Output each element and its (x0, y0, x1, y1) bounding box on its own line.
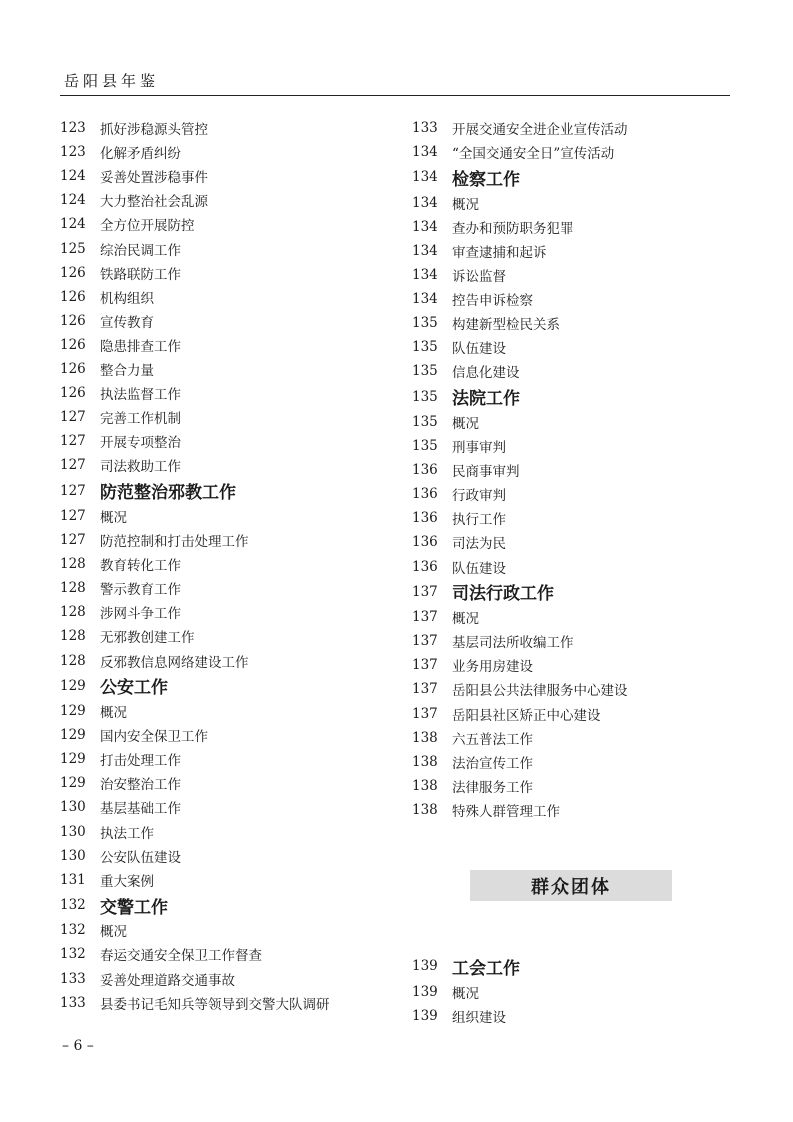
toc-page-number: 134 (412, 218, 438, 235)
toc-page-number: 123 (60, 120, 86, 137)
toc-page-number: 130 (60, 799, 86, 816)
toc-entry (60, 212, 380, 236)
toc-entry (60, 967, 380, 991)
toc-entry-title: 重大案例 (100, 873, 154, 890)
toc-entry (60, 699, 380, 723)
toc-page-number: 129 (60, 751, 86, 768)
toc-entry (60, 261, 380, 285)
toc-entry (412, 434, 732, 458)
toc-entry-title: 司法为民 (452, 536, 506, 553)
toc-entry-title: 法治宣传工作 (452, 755, 533, 772)
toc-entry (412, 410, 732, 434)
toc-entry (60, 453, 380, 477)
toc-page-number: 124 (60, 216, 86, 233)
toc-page-number: 135 (412, 315, 438, 332)
toc-entry-title: 组织建设 (452, 1009, 506, 1026)
toc-page-number: 124 (60, 168, 86, 185)
toc-page-number: 134 (412, 144, 438, 161)
toc-entry-title: 执行工作 (452, 512, 506, 529)
toc-entry-title: 概况 (452, 611, 479, 628)
toc-page-number: 134 (412, 194, 438, 211)
toc-entry-title: 国内安全保卫工作 (100, 729, 208, 746)
toc-entry-title: 综治民调工作 (100, 242, 181, 259)
toc-section-title: 司法行政工作 (452, 584, 554, 605)
toc-entry-title: 基层司法所收编工作 (452, 635, 574, 652)
toc-page-number: 135 (412, 339, 438, 356)
toc-page-number: 133 (60, 994, 86, 1011)
toc-page-number: 126 (60, 385, 86, 402)
toc-entry (60, 576, 380, 600)
toc-entry (412, 701, 732, 725)
toc-entry (412, 116, 732, 140)
toc-entry-title: 抓好涉稳源头管控 (100, 122, 208, 139)
toc-entry-title: 构建新型检民关系 (452, 317, 560, 334)
toc-entry (412, 140, 732, 164)
toc-page-number: 139 (412, 1007, 438, 1024)
toc-entry-title: 机构组织 (100, 290, 154, 307)
toc-entry-title: 妥善处理道路交通事故 (100, 972, 235, 989)
toc-entry-title: 岳阳县社区矫正中心建设 (452, 707, 601, 724)
toc-page-number: 135 (412, 363, 438, 380)
toc-page-number: 133 (60, 970, 86, 987)
toc-entry-title: 队伍建设 (452, 560, 506, 577)
toc-page-number: 137 (412, 705, 438, 722)
toc-page-number: 130 (60, 823, 86, 840)
toc-page-number: 136 (412, 486, 438, 503)
toc-entry (60, 381, 380, 405)
toc-entry (412, 980, 732, 1004)
toc-entry-title: 无邪教创建工作 (100, 630, 195, 647)
header-rule (60, 95, 730, 96)
toc-entry-title: 开展交通安全进企业宣传活动 (452, 122, 628, 139)
toc-entry (60, 723, 380, 747)
toc-page-number: 128 (60, 556, 86, 573)
toc-entry-title: 铁路联防工作 (100, 266, 181, 283)
toc-page-number: 129 (60, 727, 86, 744)
toc-page-number: 128 (60, 628, 86, 645)
toc-entry-title: 妥善处置涉稳事件 (100, 170, 208, 187)
toc-entry (60, 528, 380, 552)
toc-entry-title: 诉讼监督 (452, 269, 506, 286)
toc-entry (412, 263, 732, 287)
toc-page-number: 127 (60, 457, 86, 474)
toc-entry-title: 概况 (100, 705, 127, 722)
toc-entry-title: 审查逮捕和起诉 (452, 244, 547, 261)
toc-entry-title: 民商事审判 (452, 464, 520, 481)
toc-section-heading (60, 892, 380, 919)
toc-page-number: 129 (60, 775, 86, 792)
toc-column-right (412, 116, 732, 822)
toc-page-number: 139 (412, 983, 438, 1000)
toc-page-number: 137 (412, 657, 438, 674)
toc-page-number: 126 (60, 312, 86, 329)
toc-page-number: 125 (60, 240, 86, 257)
toc-entry (60, 188, 380, 212)
toc-entry-title: 信息化建设 (452, 365, 520, 382)
toc-page-number: 137 (412, 609, 438, 626)
toc-entry (412, 530, 732, 554)
toc-entry-title: 队伍建设 (452, 341, 506, 358)
toc-page-number: 138 (412, 801, 438, 818)
toc-entry-title: 防范控制和打击处理工作 (100, 534, 249, 551)
toc-section-heading (412, 579, 732, 606)
toc-entry (60, 357, 380, 381)
toc-entry (60, 600, 380, 624)
toc-section-heading (412, 953, 732, 980)
toc-entry (412, 629, 732, 653)
toc-column-left (60, 116, 380, 1015)
toc-entry-title: 概况 (452, 415, 479, 432)
toc-entry-title: 行政审判 (452, 488, 506, 505)
category-banner-title: 群众团体 (531, 876, 611, 898)
toc-page-number: 128 (60, 652, 86, 669)
toc-entry (412, 555, 732, 579)
toc-page-number: 134 (412, 291, 438, 308)
toc-entry-title: 治安整治工作 (100, 777, 181, 794)
toc-page-number: 136 (412, 510, 438, 527)
toc-page-number: 129 (60, 677, 86, 694)
toc-page-number: 133 (412, 120, 438, 137)
toc-entry (412, 653, 732, 677)
toc-entry-title: 开展专项整治 (100, 435, 181, 452)
toc-entry-title: 警示教育工作 (100, 582, 181, 599)
toc-entry (60, 285, 380, 309)
toc-page-number: 126 (60, 288, 86, 305)
toc-entry (412, 798, 732, 822)
toc-page-number: 132 (60, 922, 86, 939)
toc-page-number: 128 (60, 580, 86, 597)
toc-page-number: 136 (412, 534, 438, 551)
toc-entry (60, 771, 380, 795)
toc-entry-title: 概况 (100, 924, 127, 941)
toc-entry (60, 918, 380, 942)
toc-page-number: 124 (60, 192, 86, 209)
toc-page-number: 137 (412, 681, 438, 698)
toc-page-number: 139 (412, 958, 438, 975)
toc-entry (412, 605, 732, 629)
toc-entry-title: 化解矛盾纠纷 (100, 146, 181, 163)
toc-entry-title: 概况 (452, 985, 479, 1002)
toc-page-number: 134 (412, 267, 438, 284)
toc-entry (412, 506, 732, 530)
toc-entry-title: 法律服务工作 (452, 779, 533, 796)
toc-entry-title: 大力整治社会乱源 (100, 194, 208, 211)
toc-entry-title: “全国交通安全日”宣传活动 (452, 146, 615, 163)
toc-entry-title: 完善工作机制 (100, 411, 181, 428)
toc-section-title: 交警工作 (100, 897, 168, 918)
toc-entry-title: 宣传教育 (100, 314, 154, 331)
toc-entry (60, 116, 380, 140)
toc-entry-title: 反邪教信息网络建设工作 (100, 654, 249, 671)
toc-section-title: 法院工作 (452, 389, 520, 410)
toc-entry (60, 624, 380, 648)
toc-entry-title: 春运交通安全保卫工作督查 (100, 948, 262, 965)
toc-entry (412, 191, 732, 215)
toc-entry-title: 整合力量 (100, 362, 154, 379)
toc-page-number: 129 (60, 703, 86, 720)
toc-section-title: 检察工作 (452, 169, 520, 190)
toc-entry-title: 公安队伍建设 (100, 849, 181, 866)
toc-entry (60, 504, 380, 528)
toc-page-number: 136 (412, 462, 438, 479)
toc-entry-title: 概况 (100, 509, 127, 526)
toc-entry-title: 基层基础工作 (100, 801, 181, 818)
toc-entry-title: 隐患排查工作 (100, 338, 181, 355)
toc-entry (60, 164, 380, 188)
toc-entry (412, 458, 732, 482)
toc-entry (412, 1004, 732, 1028)
toc-page-number: 127 (60, 409, 86, 426)
toc-page-number: 126 (60, 360, 86, 377)
toc-entry-title: 概况 (452, 196, 479, 213)
toc-entry (60, 795, 380, 819)
toc-entry-title: 打击处理工作 (100, 753, 181, 770)
toc-section-heading (60, 673, 380, 700)
toc-page-number: 132 (60, 946, 86, 963)
toc-section-title: 工会工作 (452, 958, 520, 979)
toc-page-number: 127 (60, 507, 86, 524)
toc-page-number: 135 (412, 413, 438, 430)
toc-entry (412, 726, 732, 750)
toc-entry-title: 控告申诉检察 (452, 293, 533, 310)
toc-section-title: 防范整治邪教工作 (100, 483, 236, 504)
toc-entry (60, 552, 380, 576)
toc-page-number: 135 (412, 438, 438, 455)
toc-entry (60, 405, 380, 429)
toc-entry (60, 820, 380, 844)
toc-entry-title: 司法救助工作 (100, 459, 181, 476)
toc-entry (412, 215, 732, 239)
toc-page-number: 138 (412, 777, 438, 794)
toc-entry-title: 全方位开展防控 (100, 218, 195, 235)
toc-entry (412, 750, 732, 774)
running-header-title: 岳阳县年鉴 (64, 72, 160, 90)
toc-entry (60, 429, 380, 453)
toc-page-number: 127 (60, 532, 86, 549)
toc-page-number: 138 (412, 753, 438, 770)
toc-entry (60, 648, 380, 672)
toc-page-number: 134 (412, 169, 438, 186)
toc-page-number: 135 (412, 388, 438, 405)
toc-page-number: 138 (412, 729, 438, 746)
toc-entry (60, 747, 380, 771)
toc-entry (412, 774, 732, 798)
toc-entry-title: 执法监督工作 (100, 387, 181, 404)
toc-entry-title: 六五普法工作 (452, 731, 533, 748)
toc-entry-title: 涉网斗争工作 (100, 606, 181, 623)
toc-page-number: 137 (412, 633, 438, 650)
toc-page-number: 123 (60, 144, 86, 161)
toc-entry (412, 482, 732, 506)
toc-entry-title: 查办和预防职务犯罪 (452, 220, 574, 237)
toc-page-number: 126 (60, 336, 86, 353)
toc-entry (60, 236, 380, 260)
toc-entry-title: 岳阳县公共法律服务中心建设 (452, 683, 628, 700)
toc-entry (60, 333, 380, 357)
toc-page-number: 126 (60, 264, 86, 281)
toc-entry-title: 教育转化工作 (100, 558, 181, 575)
toc-entry-title: 业务用房建设 (452, 659, 533, 676)
toc-entry (60, 140, 380, 164)
category-banner (470, 870, 672, 901)
toc-entry-title: 执法工作 (100, 825, 154, 842)
toc-entry (412, 239, 732, 263)
toc-section-heading (412, 164, 732, 191)
toc-page-number: 128 (60, 604, 86, 621)
toc-entry-title: 特殊人群管理工作 (452, 803, 560, 820)
toc-section-heading (60, 477, 380, 504)
toc-page-number: 137 (412, 583, 438, 600)
toc-entry (60, 309, 380, 333)
toc-entry (412, 359, 732, 383)
toc-page-number: 127 (60, 482, 86, 499)
toc-entry-title: 刑事审判 (452, 440, 506, 457)
toc-page-number: 132 (60, 897, 86, 914)
toc-entry (412, 335, 732, 359)
toc-entry (60, 868, 380, 892)
toc-column-right-continued (412, 953, 732, 1028)
page-number: – 6 – (62, 1038, 94, 1054)
toc-page-number: 134 (412, 242, 438, 259)
toc-section-title: 公安工作 (100, 678, 168, 699)
toc-entry (412, 677, 732, 701)
toc-section-heading (412, 383, 732, 410)
toc-entry-title: 县委书记毛知兵等领导到交警大队调研 (100, 996, 330, 1013)
toc-entry (412, 311, 732, 335)
toc-entry (60, 844, 380, 868)
toc-entry (412, 287, 732, 311)
toc-page-number: 130 (60, 847, 86, 864)
toc-entry (60, 942, 380, 966)
toc-entry (60, 991, 380, 1015)
toc-page-number: 127 (60, 433, 86, 450)
toc-page-number: 136 (412, 558, 438, 575)
toc-page-number: 131 (60, 871, 86, 888)
